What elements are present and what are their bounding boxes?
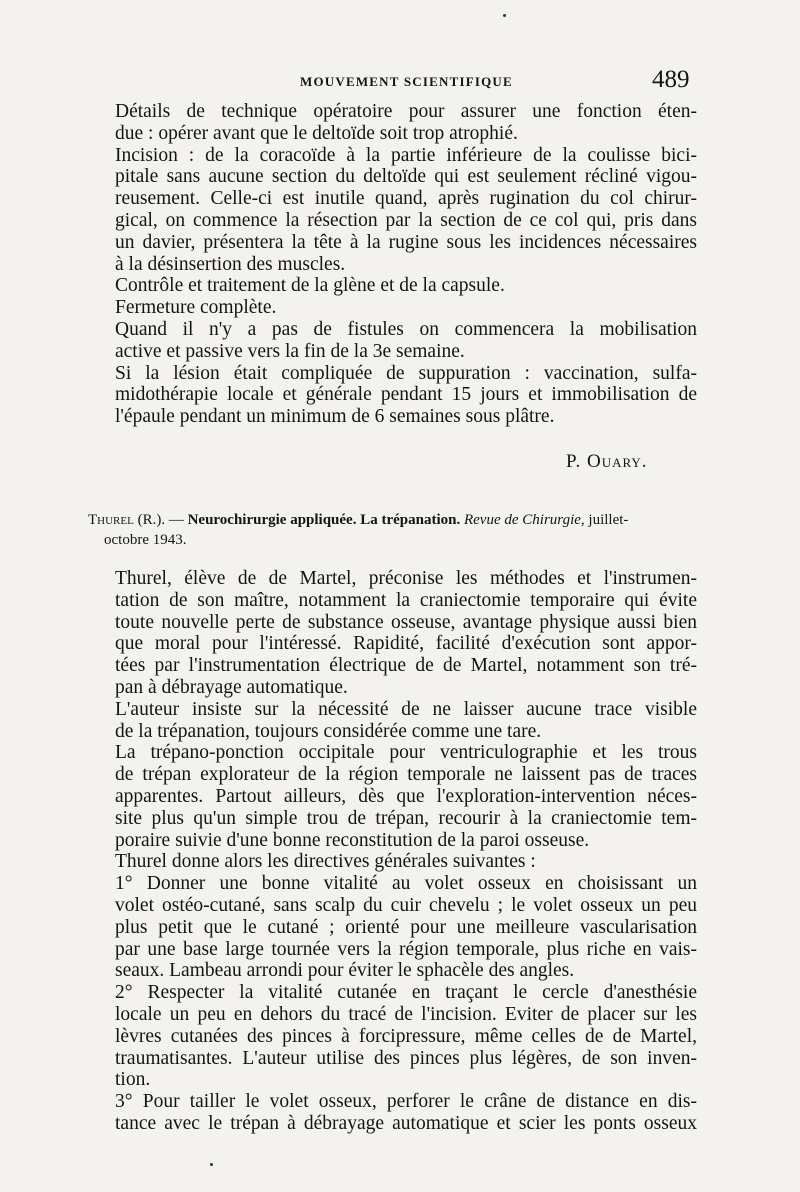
- text-line: active et passive vers la fin de la 3e semaine.: [115, 340, 465, 362]
- section-1-body: [115, 101, 697, 428]
- signature-name: Ouary.: [586, 451, 648, 472]
- print-speck: [210, 1163, 213, 1166]
- text-line: poraire suivie d'une bonne reconstitution de la paroi osseuse.: [115, 829, 590, 851]
- text-line: l'épaule pendant un minimum de 6 semaines sous plâtre.: [115, 406, 555, 428]
- text-line: toute nouvelle perte de substance osseuse, avantage physique aussi bien: [115, 611, 697, 633]
- text-line: volet ostéo-cutané, sans scalp du cuir chevelu ; le volet osseux un peu: [115, 894, 697, 916]
- text-line: plus petit que le cutané ; orienté pour une meilleure vascularisation: [115, 916, 697, 938]
- text-line: 3° Pour tailler le volet osseux, perforer le crâne de distance en dis-: [115, 1091, 697, 1113]
- text-line: tion.: [115, 1069, 151, 1091]
- text-line: La trépano-ponction occipitale pour ventriculographie et les trous: [115, 742, 697, 764]
- text-line: pitale sans aucune section du deltoïde qui est seulement récliné vigou-: [115, 166, 697, 188]
- reference-date: juillet-: [588, 512, 629, 528]
- text-line: L'auteur insiste sur la nécessité de ne laisser aucune trace visible: [115, 698, 697, 720]
- text-line: midothérapie locale et générale pendant 15 jours et immobilisation de: [115, 384, 697, 406]
- bibliographic-reference: [88, 510, 698, 550]
- text-line: traumatisantes. L'auteur utilise des pinces plus légères, de son inven-: [115, 1047, 697, 1069]
- text-line: tation de son maître, notamment la craniectomie temporaire qui évite: [115, 589, 697, 611]
- text-line: que moral pour l'intéressé. Rapidité, facilité d'exécution sont appor-: [115, 633, 697, 655]
- text-line: Fermeture complète.: [115, 297, 277, 319]
- reference-author: Thurel (R.).: [88, 512, 166, 528]
- text-line: pan à débrayage automatique.: [115, 676, 348, 698]
- reference-title: Neurochirurgie appliquée. La trépanation.: [187, 512, 461, 528]
- running-head: MOUVEMENT SCIENTIFIQUE: [300, 74, 513, 89]
- print-speck: [503, 14, 506, 17]
- text-line: Si la lésion était compliquée de suppuration : vaccination, sulfa-: [115, 362, 697, 384]
- text-line: Incision : de la coracoïde à la partie inférieure de la coulisse bici-: [115, 144, 697, 166]
- text-line: reusement. Celle-ci est inutile quand, après rugination du col chirur-: [115, 188, 697, 210]
- text-line: par une base large tournée vers la région temporale, plus riche en vais-: [115, 938, 697, 960]
- text-line: tées par l'instrumentation électrique de de Martel, notamment son tré-: [115, 655, 697, 677]
- text-line: de trépan explorateur de la région temporale ne laissent pas de traces: [115, 764, 697, 786]
- text-line: Quand il n'y a pas de fistules on commencera la mobilisation: [115, 318, 697, 340]
- reference-date-cont: octobre 1943.: [104, 532, 187, 548]
- section-2-body: [115, 568, 697, 1135]
- reference-dash: —: [165, 512, 184, 528]
- text-line: Détails de technique opératoire pour assurer une fonction éten-: [115, 101, 697, 122]
- text-line: 1° Donner une bonne vitalité au volet osseux en choisissant un: [115, 873, 697, 895]
- text-line: Contrôle et traitement de la glène et de la capsule.: [115, 275, 505, 297]
- text-line: apparentes. Partout ailleurs, dès que l'exploration-intervention néces-: [115, 785, 697, 807]
- text-line: 2° Respecter la vitalité cutanée en traçant le cercle d'anesthésie: [115, 982, 697, 1004]
- text-line: Thurel, élève de de Martel, préconise les méthodes et l'instrumen-: [115, 568, 697, 589]
- page-number: 489: [652, 66, 690, 93]
- text-line: site plus qu'un simple trou de trépan, recourir à la craniectomie tem-: [115, 807, 697, 829]
- text-line: locale un peu en dehors du tracé de l'incision. Eviter de placer sur les: [115, 1003, 697, 1025]
- text-line: Thurel donne alors les directives générales suivantes :: [115, 851, 536, 873]
- text-line: tance avec le trépan à débrayage automatique et scier les ponts osseux: [115, 1112, 697, 1134]
- signature-initial: P.: [566, 451, 582, 472]
- text-line: de la trépanation, toujours considérée comme une tare.: [115, 720, 542, 742]
- text-line: à la désinsertion des muscles.: [115, 253, 346, 275]
- text-line: gical, on commence la résection par la section de ce col qui, pris dans: [115, 209, 697, 231]
- text-line: un davier, présentera la tête à la rugine sous les incidences nécessaires: [115, 231, 697, 253]
- reference-journal: Revue de Chirurgie,: [463, 512, 585, 528]
- text-line: seaux. Lambeau arrondi pour éviter le sphacèle des angles.: [115, 960, 575, 982]
- signature: [566, 451, 648, 473]
- text-line: lèvres cutanées des pinces à forcipressure, même celles de de Martel,: [115, 1025, 697, 1047]
- text-line: due : opérer avant que le deltoïde soit trop atrophié.: [115, 122, 518, 144]
